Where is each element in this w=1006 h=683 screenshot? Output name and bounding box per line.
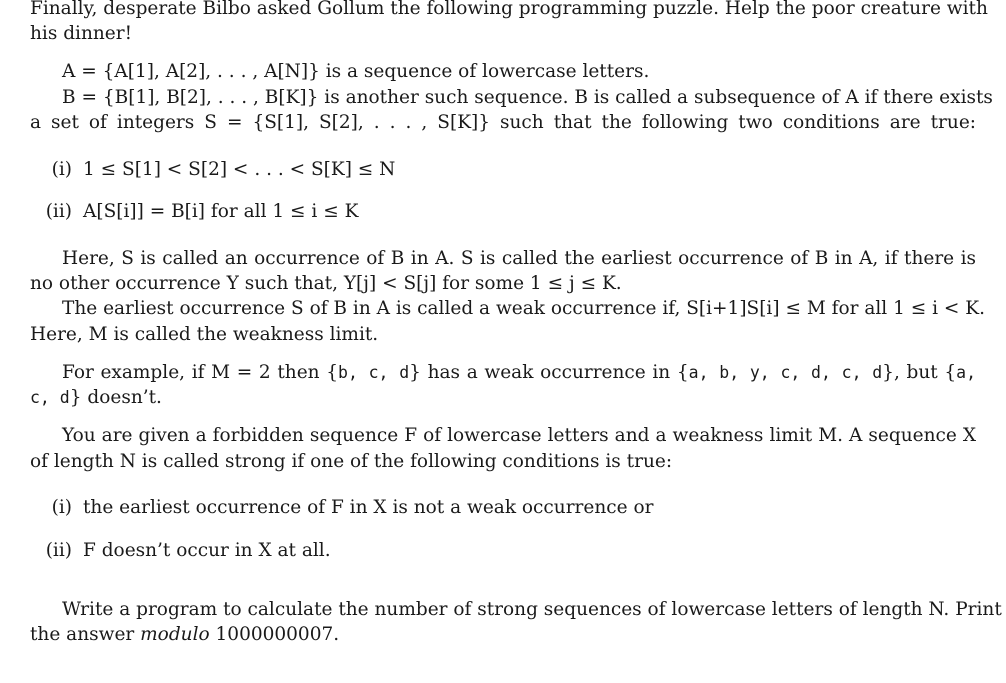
strong-condition-label: (i) xyxy=(51,497,72,518)
definition-a: A = {A[1], A[2], . . . , A[N]} is a sequence of lowercase letters. xyxy=(62,61,650,82)
example-text: } doesn’t. xyxy=(69,387,162,408)
task-line-2 xyxy=(30,622,976,648)
example-sequence-b: b, c, d xyxy=(338,363,410,382)
strong-line-2: of length N is called strong if one of the following conditions is true: xyxy=(30,451,673,472)
definition-b-line-1: B = {B[1], B[2], . . . , B[K]} is another such sequence. B is called a subsequence of A if there exists xyxy=(62,87,993,108)
example-text: For example, if M = 2 then { xyxy=(62,362,339,383)
example-sequence-a: a, b, y, c, d, c, d xyxy=(688,363,883,382)
condition-label: (ii) xyxy=(45,201,72,222)
example-line-1 xyxy=(62,360,976,386)
strong-line-1: You are given a forbidden sequence F of lowercase letters and a weakness limit M. A sequence X xyxy=(62,425,976,446)
task-modulus-value: 1000000007. xyxy=(215,624,340,645)
task-modulo: modulo xyxy=(140,624,210,645)
task-line-1: Write a program to calculate the number of strong sequences of lowercase letters of length N. Print xyxy=(62,599,1002,620)
example-sequence-c-part: a, xyxy=(956,363,977,382)
occurrence-line-1: Here, S is called an occurrence of B in A. S is called the earliest occurrence of B in A, if there is xyxy=(62,248,976,269)
example-text: }, but { xyxy=(882,362,957,383)
example-line-2 xyxy=(30,385,976,411)
intro-line-2: his dinner! xyxy=(30,23,133,44)
occurrence-line-2: no other occurrence Y such that, Y[j] < S[j] for some 1 ≤ j ≤ K. xyxy=(30,273,622,294)
condition-text: A[S[i]] = B[i] for all 1 ≤ i ≤ K xyxy=(83,201,359,222)
definition-b-line-2: a set of integers S = {S[1], S[2], . . . , S[K]} such that the following two conditions are true: xyxy=(30,112,976,133)
strong-condition-label: (ii) xyxy=(45,540,72,561)
occurrence-line-3: The earliest occurrence S of B in A is called a weak occurrence if, S[i+1]S[i] ≤ M for all 1 ≤ i < K. xyxy=(62,298,986,319)
example-sequence-c-part: c, d xyxy=(30,388,70,407)
occurrence-line-4: Here, M is called the weakness limit. xyxy=(30,324,379,345)
strong-condition-text: the earliest occurrence of F in X is not a weak occurrence or xyxy=(83,497,654,518)
condition-label: (i) xyxy=(51,159,72,180)
intro-line-1: Finally, desperate Bilbo asked Gollum the following programming puzzle. Help the poor creature with xyxy=(30,0,988,19)
example-text: } has a weak occurrence in { xyxy=(409,362,689,383)
condition-text: 1 ≤ S[1] < S[2] < . . . < S[K] ≤ N xyxy=(83,159,396,180)
task-text: the answer xyxy=(30,624,135,645)
strong-condition-text: F doesn’t occur in X at all. xyxy=(83,540,331,561)
